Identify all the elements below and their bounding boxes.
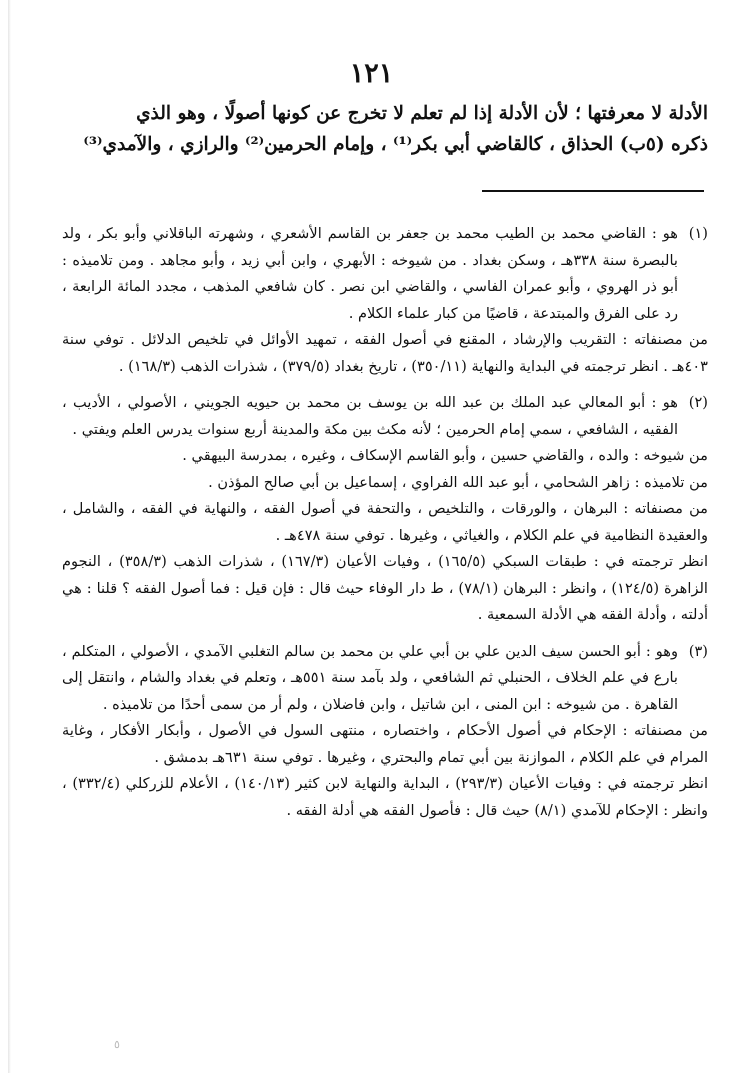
stray-print-mark: ٥ [114, 1038, 120, 1051]
footnote-separator-rule [482, 190, 704, 192]
footnote-2 [62, 390, 708, 629]
footnotes-section [62, 221, 708, 824]
footnote-1 [62, 221, 708, 380]
footnote-paragraph: انظر ترجمته في : طبقات السبكي (١٦٥/٥) ، وفيات الأعيان (١٦٧/٣) ، شذرات الذهب (٣٥٨/٣) ، النجوم الزاهرة (١٢٤/٥) ، وانظر : البرهان (٧٨/١) ، ط دار الوفاء حيث قال : فإن قيل : فما أصول الفقه ؟ قلنا : هي أدلته ، وأدلة الفقه هي الأدلة السمعية . [62, 553, 708, 623]
footnote-paragraph: هو : القاضي محمد بن الطيب محمد بن جعفر بن القاسم الأشعري ، وشهرته الباقلاني وأبو بكر ، ولد بالبصرة سنة ٣٣٨هـ ، وسكن بغداد . من شيوخه : الأبهري ، وابن أبي زيد ، وأبو مجاهد . ومن تلاميذه : أبو ذر الهروي ، وأبو عمران الفاسي ، والقاضي ابن نصر . كان شافعي المذهب ، مجدد المائة الرابعة ، رد على الفرق والمبتدعة ، قاضيًا من كبار علماء الكلام . [62, 225, 678, 322]
footnote-paragraph: هو : أبو المعالي عبد الملك بن عبد الله بن يوسف بن محمد بن حيويه الجويني ، الأصولي ، الأديب ، الفقيه ، الشافعي ، سمي إمام الحرمين ؛ لأنه مكث بين مكة والمدينة أربع سنوات يدرس العلم ويفتي . [62, 394, 678, 438]
main-text-block [58, 98, 708, 160]
footnote-paragraph: وهو : أبو الحسن سيف الدين علي بن أبي علي بن محمد بن سالم التغلبي الآمدي ، الأصولي ، المتكلم ، بارع في علم الخلاف ، الحنبلي ثم الشافعي ، ولد بآمد سنة ٥٥١هـ ، وتعلم في بغداد والشام ، وانتقل إلى القاهرة . من شيوخه : ابن المنى ، ابن شاتيل ، وابن فاضلان ، ولم أر من سمى أحدًا من تلاميذه . [62, 642, 678, 713]
footnote-number: (٣) [688, 642, 708, 660]
footnote-paragraph: انظر ترجمته في : وفيات الأعيان (٢٩٣/٣) ، البداية والنهاية لابن كثير (١٤٠/١٣) ، الأعلام للزركلي (٣٣٢/٤) ، وانظر : الإحكام للآمدي (٨/١) حيث قال : فأصول الفقه هي أدلة الفقه . [62, 775, 709, 819]
footnote-3 [62, 639, 708, 825]
footnote-paragraph: من مصنفاته : البرهان ، والورقات ، والتلخيص ، والتحفة في أصول الفقه ، والنهاية في الفقه ، والشامل ، والعقيدة النظامية في علم الكلام ، والغياثي ، وغيرها . توفي سنة ٤٧٨هـ . [62, 500, 708, 544]
footnote-paragraph: من تلاميذه : زاهر الشحامي ، أبو عبد الله الفراوي ، إسماعيل بن أبي صالح المؤذن . [208, 473, 708, 491]
footnote-paragraph: من مصنفاته : التقريب والإرشاد ، المقنع في أصول الفقه ، تمهيد الأوائل في تلخيص الدلائل . توفي سنة ٤٠٣هـ . انظر ترجمته في البداية والنهاية (٣٥٠/١١) ، تاريخ بغداد (٣٧٩/٥) ، شذرات الذهب (١٦٨/٣) . [62, 331, 708, 375]
page-number: ١٢١ [349, 58, 394, 89]
footnote-number: (٢) [688, 394, 708, 411]
footnote-number: (١) [688, 225, 708, 242]
main-text-line: الأدلة لا معرفتها ؛ لأن الأدلة إذا لم تعلم لا تخرج عن كونها أصولًا ، وهو الذي [136, 103, 708, 124]
main-text-line: ذكره (٥ب) الحذاق ، كالقاضي أبي بكر⁽¹⁾ ، وإمام الحرمين⁽²⁾ والرازي ، والآمدي⁽³⁾ [83, 134, 708, 155]
footnote-paragraph: من شيوخه : والده ، والقاضي حسين ، وأبو القاسم الإسكاف ، وغيره ، بمدرسة البيهقي . [182, 447, 708, 464]
page-crease-shadow [8, 0, 11, 1073]
footnote-paragraph: من مصنفاته : الإحكام في أصول الأحكام ، واختصاره ، منتهى السول في الأصول ، وأبكار الأفكار ، وغاية المرام في علم الكلام ، الموازنة بين أبي تمام والبحتري ، وغيرها . توفي سنة ٦٣١هـ بدمشق . [62, 722, 708, 766]
